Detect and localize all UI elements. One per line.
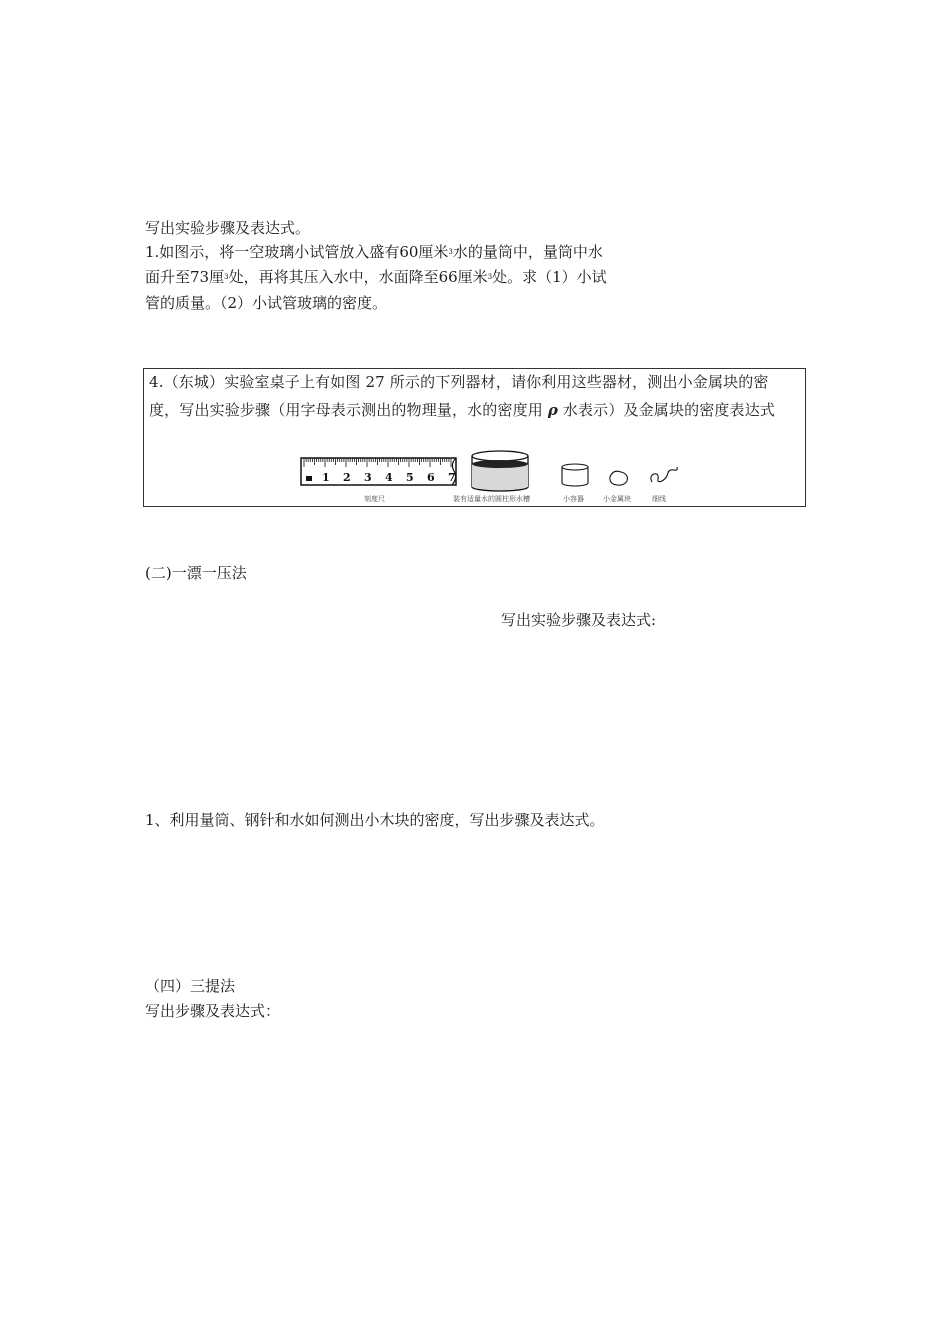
metal-block-label: 小金属块 xyxy=(603,495,631,503)
q1-line-1 xyxy=(145,242,603,262)
section-2-heading: (二)一漂一压法 xyxy=(145,564,247,582)
q1-line-1-text: 1.如图示，将一空玻璃小试管放入盛有60厘米 xyxy=(145,243,449,261)
thread-icon xyxy=(651,467,677,482)
ruler-tick-label: 5 xyxy=(406,471,414,484)
ruler-tick-label: 2 xyxy=(343,471,351,484)
small-container-icon xyxy=(562,464,588,486)
water-tank-icon xyxy=(472,451,528,491)
ruler-tick-label: 7 xyxy=(448,471,456,484)
q1-superscript-1: 3 xyxy=(448,248,453,256)
thread-label: 细线 xyxy=(652,495,666,503)
section-4-instruction: 写出步骤及表达式： xyxy=(145,1002,281,1020)
section-4-heading: （四）三提法 xyxy=(145,977,236,995)
small-container-label: 小容器 xyxy=(563,495,584,503)
ruler-tick-label: 3 xyxy=(364,471,372,484)
q4-line-2-text-a: 度，写出实验步骤（用字母表示测出的物理量，水的密度用 xyxy=(149,401,548,419)
ruler-label: 刻度尺 xyxy=(364,495,385,503)
q1-line-3: 管的质量。（2）小试管玻璃的密度。 xyxy=(145,294,388,312)
section-2-instruction: 写出实验步骤及表达式: xyxy=(501,611,657,629)
q4-figure-box xyxy=(143,368,806,507)
q1-superscript-2: 3 xyxy=(224,273,229,281)
water-tank-label: 装有适量水的圆柱形水槽 xyxy=(453,495,530,503)
q4-apparatus-drawing xyxy=(144,369,807,508)
q1-line-2 xyxy=(145,267,607,287)
q4-line-1: 4.（东城）实验室桌子上有如图 27 所示的下列器材，请你利用这些器材，测出小金属块的密 xyxy=(149,373,769,391)
q1-superscript-3: 3 xyxy=(487,273,493,281)
q4-line-2-text-b: 水表示）及金属块的密度表达式 xyxy=(557,401,775,419)
ruler-tick-label: 4 xyxy=(385,471,393,484)
wood-block-question: 1、利用量筒、钢针和水如何测出小木块的密度，写出步骤及表达式。 xyxy=(145,811,605,829)
rho-symbol: ρ xyxy=(547,401,558,419)
metal-block-icon xyxy=(610,471,628,485)
q1-line-1-text-b: 水的量筒中，量筒中水 xyxy=(452,243,603,261)
ruler-tick-label: 6 xyxy=(427,471,435,484)
ruler-tick-label: 1 xyxy=(322,471,330,484)
q1-line-2-text-b: 处，再将其压入水中，水面降至66厘米 xyxy=(228,268,488,286)
q1-line-2-text-a: 面升至73厘 xyxy=(145,268,225,286)
q1-line-2-text-c: 处。求（1）小试 xyxy=(492,268,607,286)
q1-heading: 写出实验步骤及表达式。 xyxy=(145,219,311,237)
